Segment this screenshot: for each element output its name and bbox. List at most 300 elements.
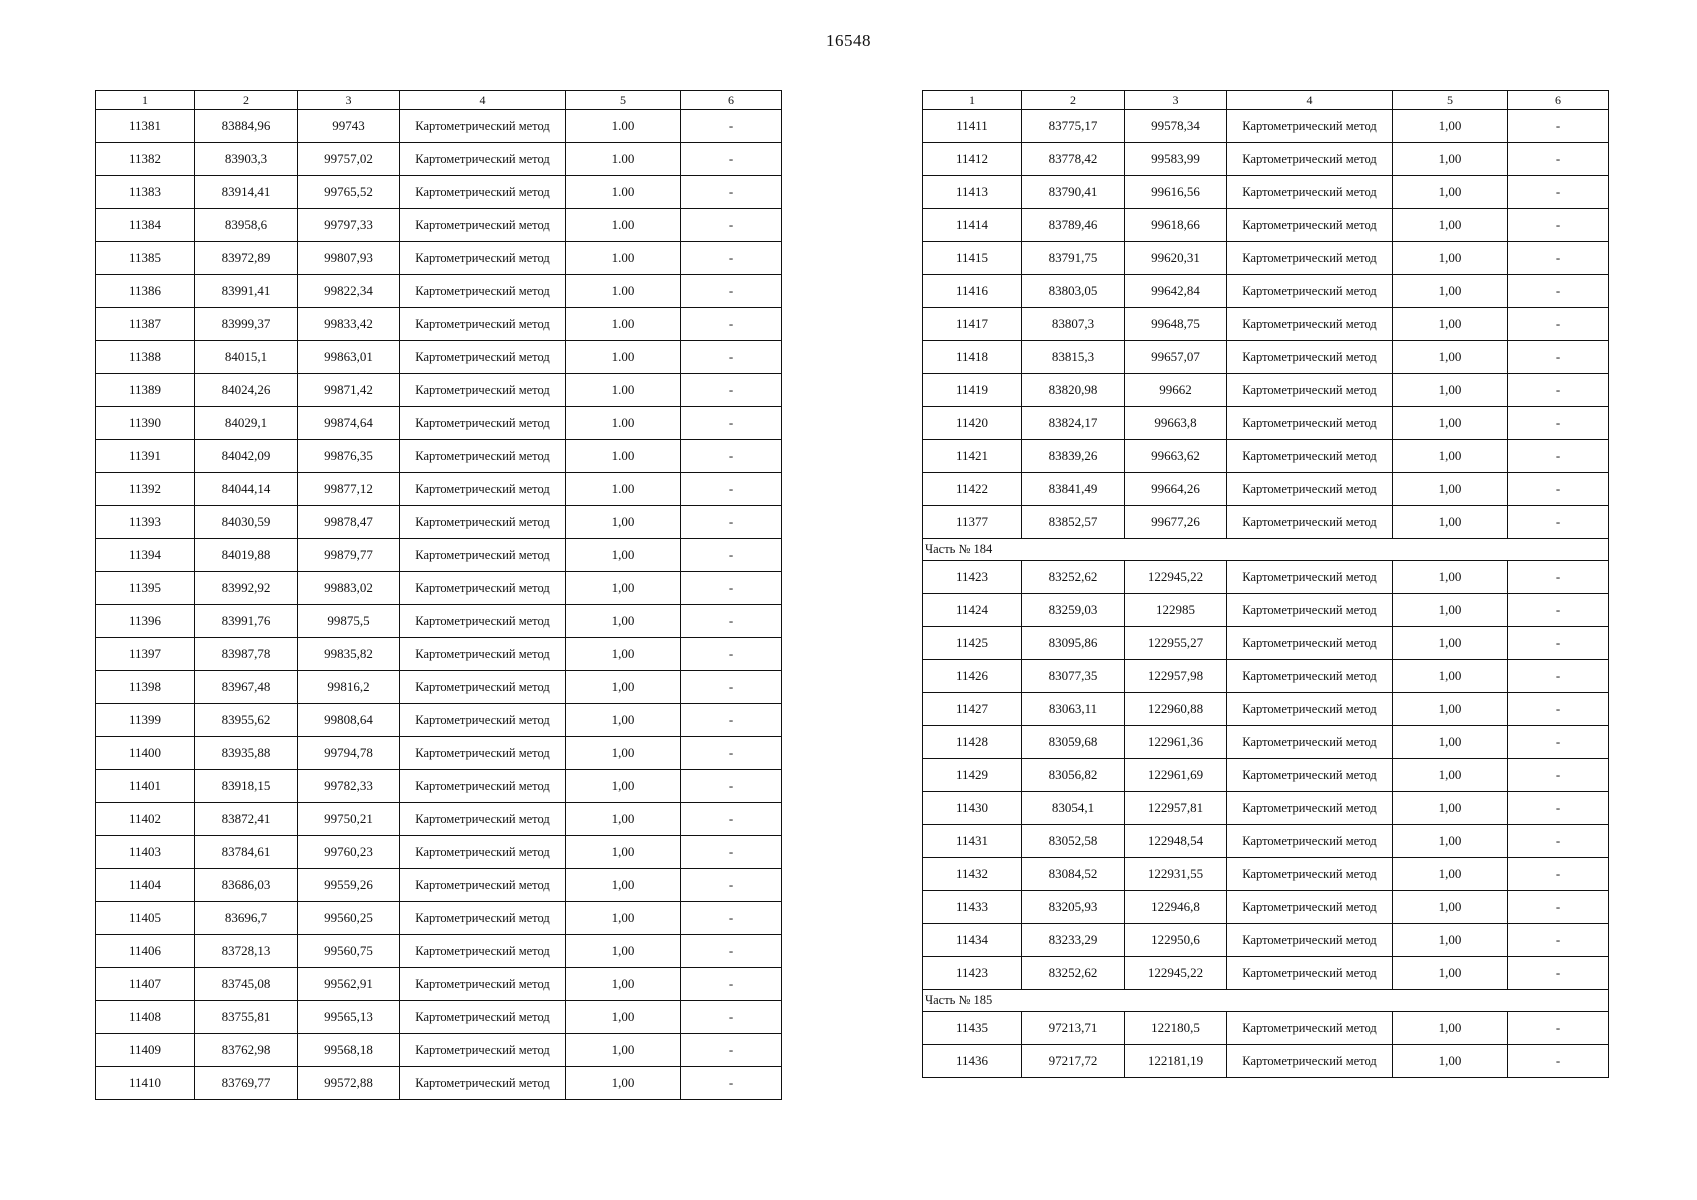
cell-accuracy: 1,00	[1393, 660, 1508, 693]
cell-point-number: 11418	[923, 341, 1022, 374]
cell-x: 83789,46	[1022, 209, 1125, 242]
cell-y: 99816,2	[298, 671, 400, 704]
cell-note: -	[681, 539, 782, 572]
cell-point-number: 11403	[96, 836, 195, 869]
cell-note: -	[1508, 341, 1609, 374]
cell-y: 99657,07	[1125, 341, 1227, 374]
cell-x: 83991,76	[195, 605, 298, 638]
cell-note: -	[1508, 957, 1609, 990]
cell-y: 122931,55	[1125, 858, 1227, 891]
cell-note: -	[1508, 660, 1609, 693]
cell-point-number: 11406	[96, 935, 195, 968]
table-row	[96, 671, 782, 704]
cell-method: Картометрический метод	[400, 638, 566, 671]
cell-accuracy: 1,00	[1393, 209, 1508, 242]
cell-x: 83205,93	[1022, 891, 1125, 924]
cell-y: 99618,66	[1125, 209, 1227, 242]
cell-note: -	[681, 605, 782, 638]
cell-note: -	[681, 704, 782, 737]
column-header: 3	[1125, 91, 1227, 110]
table-row	[96, 803, 782, 836]
cell-accuracy: 1,00	[1393, 473, 1508, 506]
cell-point-number: 11381	[96, 110, 195, 143]
cell-point-number: 11429	[923, 759, 1022, 792]
cell-method: Картометрический метод	[1227, 242, 1393, 275]
cell-y: 99878,47	[298, 506, 400, 539]
cell-note: -	[681, 572, 782, 605]
cell-point-number: 11430	[923, 792, 1022, 825]
cell-point-number: 11410	[96, 1067, 195, 1100]
cell-y: 122960,88	[1125, 693, 1227, 726]
table-row	[96, 638, 782, 671]
cell-note: -	[1508, 1045, 1609, 1078]
cell-y: 99750,21	[298, 803, 400, 836]
cell-note: -	[681, 143, 782, 176]
cell-x: 83803,05	[1022, 275, 1125, 308]
cell-x: 83872,41	[195, 803, 298, 836]
table-row	[923, 891, 1609, 924]
table-row	[923, 275, 1609, 308]
cell-point-number: 11392	[96, 473, 195, 506]
page-number: 16548	[826, 31, 871, 50]
table-row	[923, 374, 1609, 407]
cell-y: 99663,8	[1125, 407, 1227, 440]
cell-method: Картометрический метод	[400, 704, 566, 737]
cell-note: -	[681, 803, 782, 836]
cell-y: 122945,22	[1125, 561, 1227, 594]
cell-method: Картометрический метод	[1227, 924, 1393, 957]
cell-x: 83999,37	[195, 308, 298, 341]
cell-y: 99808,64	[298, 704, 400, 737]
cell-y: 99757,02	[298, 143, 400, 176]
cell-y: 122961,69	[1125, 759, 1227, 792]
cell-x: 83791,75	[1022, 242, 1125, 275]
cell-point-number: 11399	[96, 704, 195, 737]
cell-x: 84044,14	[195, 473, 298, 506]
cell-method: Картометрический метод	[1227, 209, 1393, 242]
table-row	[923, 407, 1609, 440]
cell-accuracy: 1,00	[1393, 374, 1508, 407]
cell-method: Картометрический метод	[400, 275, 566, 308]
cell-method: Картометрический метод	[1227, 792, 1393, 825]
cell-accuracy: 1.00	[566, 374, 681, 407]
table-row	[96, 968, 782, 1001]
cell-method: Картометрический метод	[400, 143, 566, 176]
cell-method: Картометрический метод	[400, 539, 566, 572]
table-row	[96, 1001, 782, 1034]
cell-accuracy: 1,00	[566, 902, 681, 935]
cell-note: -	[1508, 627, 1609, 660]
cell-y: 122181,19	[1125, 1045, 1227, 1078]
cell-x: 83991,41	[195, 275, 298, 308]
table-row	[923, 726, 1609, 759]
cell-method: Картометрический метод	[1227, 110, 1393, 143]
cell-accuracy: 1.00	[566, 143, 681, 176]
coordinates-table-right	[922, 90, 1609, 1078]
table-row	[923, 209, 1609, 242]
table-row	[923, 792, 1609, 825]
cell-y: 99568,18	[298, 1034, 400, 1067]
cell-x: 83884,96	[195, 110, 298, 143]
cell-x: 84015,1	[195, 341, 298, 374]
table-row	[923, 176, 1609, 209]
cell-y: 99877,12	[298, 473, 400, 506]
cell-accuracy: 1,00	[566, 506, 681, 539]
table-header-row	[96, 91, 782, 110]
cell-method: Картометрический метод	[400, 1067, 566, 1100]
cell-x: 83992,92	[195, 572, 298, 605]
cell-method: Картометрический метод	[400, 242, 566, 275]
cell-accuracy: 1,00	[566, 704, 681, 737]
cell-accuracy: 1.00	[566, 308, 681, 341]
cell-point-number: 11433	[923, 891, 1022, 924]
cell-point-number: 11424	[923, 594, 1022, 627]
cell-x: 97217,72	[1022, 1045, 1125, 1078]
cell-point-number: 11416	[923, 275, 1022, 308]
cell-y: 99760,23	[298, 836, 400, 869]
cell-y: 99616,56	[1125, 176, 1227, 209]
cell-note: -	[681, 341, 782, 374]
cell-point-number: 11435	[923, 1012, 1022, 1045]
cell-y: 122957,81	[1125, 792, 1227, 825]
cell-accuracy: 1,00	[566, 737, 681, 770]
cell-method: Картометрический метод	[400, 737, 566, 770]
column-header: 1	[96, 91, 195, 110]
table-row	[96, 209, 782, 242]
cell-x: 84024,26	[195, 374, 298, 407]
cell-accuracy: 1,00	[1393, 440, 1508, 473]
cell-point-number: 11397	[96, 638, 195, 671]
cell-accuracy: 1,00	[566, 572, 681, 605]
table-row	[96, 1067, 782, 1100]
cell-x: 84042,09	[195, 440, 298, 473]
cell-method: Картометрический метод	[400, 605, 566, 638]
table-row	[923, 506, 1609, 539]
cell-y: 99578,34	[1125, 110, 1227, 143]
table-row	[923, 957, 1609, 990]
cell-y: 99875,5	[298, 605, 400, 638]
cell-accuracy: 1,00	[1393, 110, 1508, 143]
cell-note: -	[1508, 792, 1609, 825]
cell-note: -	[681, 1034, 782, 1067]
cell-method: Картометрический метод	[400, 110, 566, 143]
coordinates-table-left	[95, 90, 782, 1100]
cell-y: 99664,26	[1125, 473, 1227, 506]
cell-y: 99663,62	[1125, 440, 1227, 473]
table-row	[96, 275, 782, 308]
cell-x: 83967,48	[195, 671, 298, 704]
cell-point-number: 11402	[96, 803, 195, 836]
cell-note: -	[1508, 143, 1609, 176]
cell-note: -	[681, 209, 782, 242]
cell-accuracy: 1,00	[566, 539, 681, 572]
cell-note: -	[1508, 242, 1609, 275]
cell-accuracy: 1,00	[1393, 506, 1508, 539]
cell-note: -	[1508, 594, 1609, 627]
cell-x: 83987,78	[195, 638, 298, 671]
cell-method: Картометрический метод	[400, 902, 566, 935]
cell-method: Картометрический метод	[400, 506, 566, 539]
table-row	[96, 704, 782, 737]
table-row	[923, 1012, 1609, 1045]
cell-accuracy: 1,00	[1393, 407, 1508, 440]
cell-accuracy: 1.00	[566, 440, 681, 473]
table-row	[923, 627, 1609, 660]
cell-y: 99559,26	[298, 869, 400, 902]
cell-x: 83084,52	[1022, 858, 1125, 891]
cell-y: 99562,91	[298, 968, 400, 1001]
cell-point-number: 11431	[923, 825, 1022, 858]
cell-point-number: 11413	[923, 176, 1022, 209]
table-row	[96, 572, 782, 605]
cell-x: 83824,17	[1022, 407, 1125, 440]
cell-note: -	[1508, 825, 1609, 858]
cell-x: 83769,77	[195, 1067, 298, 1100]
cell-point-number: 11405	[96, 902, 195, 935]
cell-note: -	[681, 770, 782, 803]
cell-x: 83696,7	[195, 902, 298, 935]
cell-x: 83252,62	[1022, 561, 1125, 594]
cell-method: Картометрический метод	[1227, 374, 1393, 407]
cell-point-number: 11389	[96, 374, 195, 407]
table-row	[96, 242, 782, 275]
cell-point-number: 11404	[96, 869, 195, 902]
cell-accuracy: 1,00	[1393, 759, 1508, 792]
table-row	[923, 759, 1609, 792]
cell-method: Картометрический метод	[1227, 1045, 1393, 1078]
cell-x: 83233,29	[1022, 924, 1125, 957]
cell-x: 83762,98	[195, 1034, 298, 1067]
cell-accuracy: 1,00	[1393, 957, 1508, 990]
cell-point-number: 11411	[923, 110, 1022, 143]
cell-x: 83903,3	[195, 143, 298, 176]
cell-x: 83728,13	[195, 935, 298, 968]
cell-method: Картометрический метод	[1227, 660, 1393, 693]
cell-accuracy: 1,00	[1393, 242, 1508, 275]
cell-point-number: 11383	[96, 176, 195, 209]
cell-accuracy: 1,00	[1393, 693, 1508, 726]
cell-method: Картометрический метод	[400, 935, 566, 968]
cell-x: 83914,41	[195, 176, 298, 209]
cell-accuracy: 1,00	[566, 770, 681, 803]
cell-note: -	[681, 407, 782, 440]
cell-point-number: 11398	[96, 671, 195, 704]
cell-point-number: 11388	[96, 341, 195, 374]
cell-y: 99797,33	[298, 209, 400, 242]
cell-method: Картометрический метод	[400, 968, 566, 1001]
cell-note: -	[1508, 1012, 1609, 1045]
cell-note: -	[1508, 473, 1609, 506]
cell-note: -	[681, 242, 782, 275]
cell-x: 83686,03	[195, 869, 298, 902]
cell-note: -	[1508, 693, 1609, 726]
cell-method: Картометрический метод	[1227, 858, 1393, 891]
cell-x: 83972,89	[195, 242, 298, 275]
cell-method: Картометрический метод	[1227, 440, 1393, 473]
cell-note: -	[1508, 308, 1609, 341]
cell-method: Картометрический метод	[1227, 473, 1393, 506]
table-row	[96, 605, 782, 638]
cell-accuracy: 1,00	[566, 968, 681, 1001]
cell-point-number: 11390	[96, 407, 195, 440]
table-row	[96, 440, 782, 473]
cell-point-number: 11391	[96, 440, 195, 473]
cell-note: -	[1508, 726, 1609, 759]
cell-y: 122180,5	[1125, 1012, 1227, 1045]
column-header: 5	[566, 91, 681, 110]
cell-x: 83815,3	[1022, 341, 1125, 374]
cell-point-number: 11415	[923, 242, 1022, 275]
table-row	[96, 737, 782, 770]
cell-accuracy: 1,00	[1393, 594, 1508, 627]
cell-point-number: 11408	[96, 1001, 195, 1034]
cell-method: Картометрический метод	[1227, 308, 1393, 341]
column-header: 4	[400, 91, 566, 110]
cell-accuracy: 1,00	[1393, 1012, 1508, 1045]
cell-point-number: 11394	[96, 539, 195, 572]
cell-x: 83778,42	[1022, 143, 1125, 176]
table-row	[923, 473, 1609, 506]
cell-point-number: 11426	[923, 660, 1022, 693]
cell-point-number: 11423	[923, 561, 1022, 594]
cell-method: Картометрический метод	[400, 572, 566, 605]
cell-method: Картометрический метод	[1227, 143, 1393, 176]
cell-accuracy: 1,00	[1393, 341, 1508, 374]
cell-point-number: 11384	[96, 209, 195, 242]
cell-x: 83745,08	[195, 968, 298, 1001]
cell-x: 83955,62	[195, 704, 298, 737]
column-header: 2	[1022, 91, 1125, 110]
section-label: Часть № 185	[923, 990, 1609, 1012]
cell-method: Картометрический метод	[1227, 407, 1393, 440]
cell-note: -	[1508, 407, 1609, 440]
cell-method: Картометрический метод	[400, 473, 566, 506]
table-row	[923, 242, 1609, 275]
table-row	[96, 902, 782, 935]
cell-x: 83775,17	[1022, 110, 1125, 143]
section-row	[923, 539, 1609, 561]
cell-note: -	[1508, 110, 1609, 143]
cell-point-number: 11434	[923, 924, 1022, 957]
cell-point-number: 11385	[96, 242, 195, 275]
cell-y: 99620,31	[1125, 242, 1227, 275]
cell-accuracy: 1,00	[566, 1067, 681, 1100]
cell-accuracy: 1,00	[1393, 143, 1508, 176]
cell-accuracy: 1,00	[566, 935, 681, 968]
cell-note: -	[681, 869, 782, 902]
cell-method: Картометрический метод	[1227, 759, 1393, 792]
cell-accuracy: 1,00	[566, 836, 681, 869]
cell-method: Картометрический метод	[400, 869, 566, 902]
cell-point-number: 11422	[923, 473, 1022, 506]
cell-point-number: 11377	[923, 506, 1022, 539]
section-row	[923, 990, 1609, 1012]
cell-y: 122945,22	[1125, 957, 1227, 990]
cell-x: 83841,49	[1022, 473, 1125, 506]
cell-accuracy: 1.00	[566, 242, 681, 275]
cell-y: 99822,34	[298, 275, 400, 308]
cell-method: Картометрический метод	[1227, 891, 1393, 924]
cell-note: -	[1508, 891, 1609, 924]
cell-y: 99572,88	[298, 1067, 400, 1100]
cell-y: 99876,35	[298, 440, 400, 473]
table-row	[923, 143, 1609, 176]
cell-point-number: 11425	[923, 627, 1022, 660]
cell-accuracy: 1,00	[566, 803, 681, 836]
cell-accuracy: 1,00	[1393, 561, 1508, 594]
table-body	[923, 110, 1609, 1078]
cell-y: 99677,26	[1125, 506, 1227, 539]
cell-y: 122950,6	[1125, 924, 1227, 957]
cell-y: 122955,27	[1125, 627, 1227, 660]
table-row	[96, 1034, 782, 1067]
cell-x: 97213,71	[1022, 1012, 1125, 1045]
cell-method: Картометрический метод	[400, 308, 566, 341]
cell-point-number: 11382	[96, 143, 195, 176]
cell-accuracy: 1,00	[566, 869, 681, 902]
cell-y: 99648,75	[1125, 308, 1227, 341]
table-row	[923, 924, 1609, 957]
cell-point-number: 11414	[923, 209, 1022, 242]
cell-x: 83056,82	[1022, 759, 1125, 792]
cell-y: 99879,77	[298, 539, 400, 572]
table-row	[923, 693, 1609, 726]
cell-note: -	[681, 275, 782, 308]
cell-point-number: 11423	[923, 957, 1022, 990]
table-row	[96, 374, 782, 407]
cell-note: -	[681, 1001, 782, 1034]
table-row	[923, 594, 1609, 627]
cell-y: 99765,52	[298, 176, 400, 209]
cell-method: Картометрический метод	[400, 209, 566, 242]
table-row	[923, 440, 1609, 473]
cell-point-number: 11395	[96, 572, 195, 605]
cell-method: Картометрический метод	[400, 1001, 566, 1034]
cell-method: Картометрический метод	[1227, 957, 1393, 990]
table-row	[96, 110, 782, 143]
table-row	[923, 660, 1609, 693]
cell-y: 99883,02	[298, 572, 400, 605]
cell-y: 122985	[1125, 594, 1227, 627]
cell-note: -	[681, 638, 782, 671]
cell-method: Картометрический метод	[1227, 594, 1393, 627]
cell-accuracy: 1,00	[1393, 891, 1508, 924]
cell-y: 99835,82	[298, 638, 400, 671]
column-header: 4	[1227, 91, 1393, 110]
cell-y: 99560,75	[298, 935, 400, 968]
table-header-row	[923, 91, 1609, 110]
cell-method: Картометрический метод	[1227, 275, 1393, 308]
table-row	[96, 836, 782, 869]
cell-accuracy: 1,00	[1393, 627, 1508, 660]
cell-point-number: 11428	[923, 726, 1022, 759]
cell-y: 122961,36	[1125, 726, 1227, 759]
cell-y: 99560,25	[298, 902, 400, 935]
column-header: 2	[195, 91, 298, 110]
cell-y: 99874,64	[298, 407, 400, 440]
cell-x: 83807,3	[1022, 308, 1125, 341]
cell-note: -	[681, 1067, 782, 1100]
cell-point-number: 11420	[923, 407, 1022, 440]
cell-accuracy: 1,00	[566, 1034, 681, 1067]
cell-note: -	[681, 671, 782, 704]
cell-y: 122957,98	[1125, 660, 1227, 693]
table-row	[96, 935, 782, 968]
cell-note: -	[1508, 176, 1609, 209]
cell-point-number: 11400	[96, 737, 195, 770]
cell-y: 122946,8	[1125, 891, 1227, 924]
cell-note: -	[681, 506, 782, 539]
